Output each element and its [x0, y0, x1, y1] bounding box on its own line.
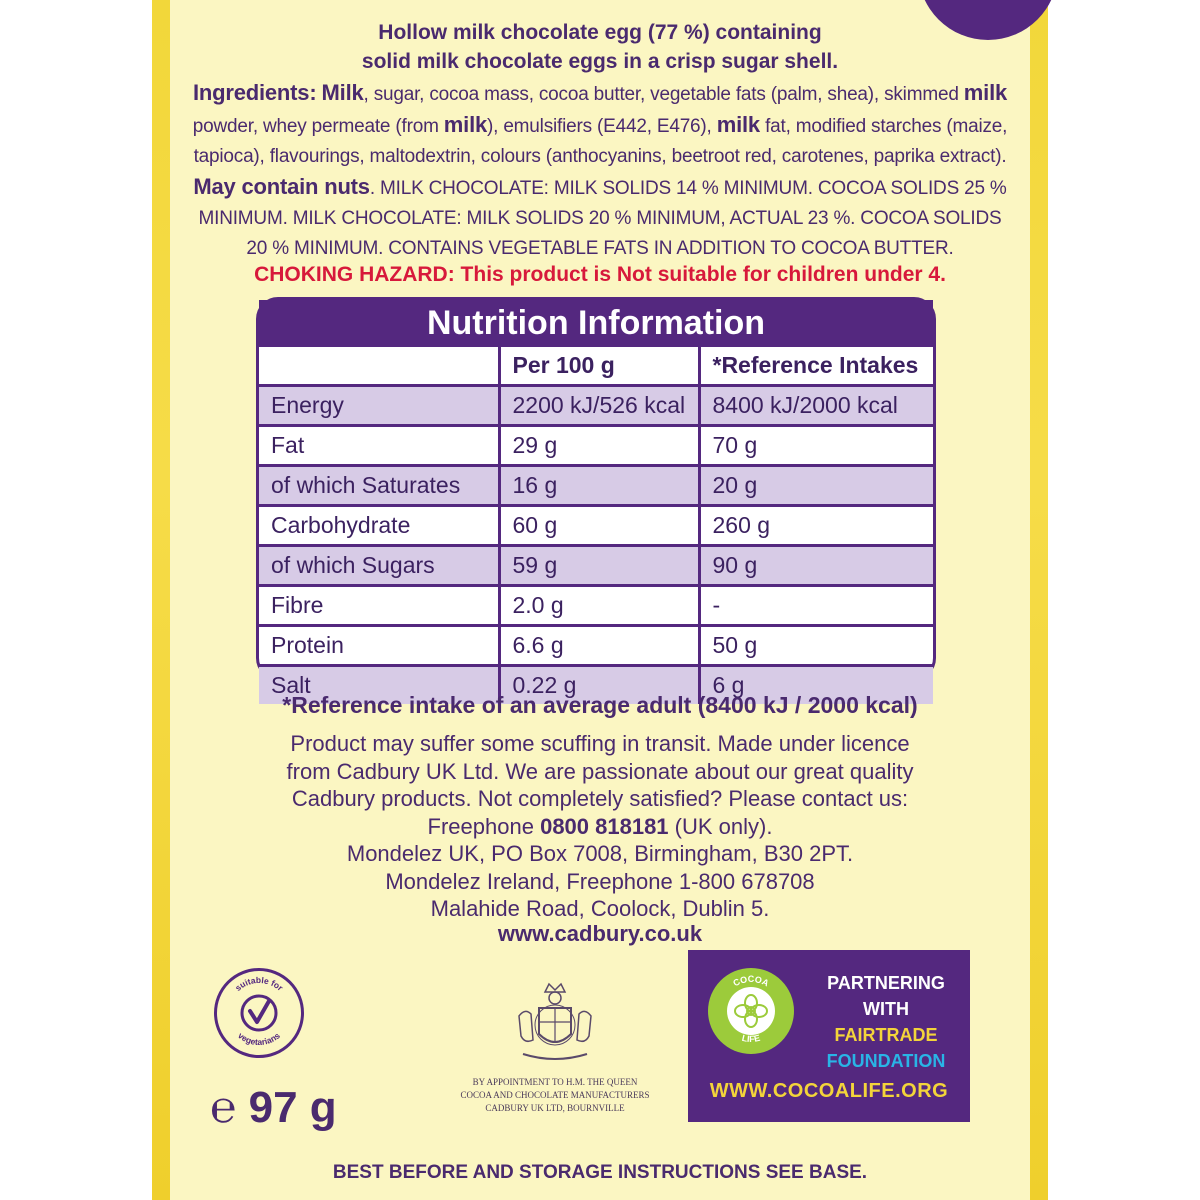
freephone-number: 0800 818181	[540, 813, 669, 839]
partnership-text	[810, 970, 962, 1074]
nutrient-per-100g: 29 g	[499, 426, 699, 466]
royal-warrant	[440, 978, 670, 1114]
foundation-label: FOUNDATION	[826, 1051, 946, 1071]
ingredients-part-4: fat, modified starches (maize, tapioca), flavourings, maltodextrin, colours (anthocyanins, beetroot red, carotenes, paprika extract).	[193, 116, 1008, 167]
nutrition-title: Nutrition Information	[259, 300, 933, 347]
nutrition-row-sugars	[259, 546, 933, 586]
contact-line-1: Product may suffer some scuffing in transit. Made under licence	[290, 731, 910, 756]
warrant-line-1: BY APPOINTMENT TO H.M. THE QUEEN	[472, 1077, 638, 1087]
nutrient-name: Salt	[259, 666, 499, 705]
net-weight: ℮ 97 g	[210, 1083, 337, 1132]
nutrient-name: Fat	[259, 426, 499, 466]
nutrient-reference-intake: 20 g	[699, 466, 933, 506]
svg-text:vegetarians: vegetarians	[236, 1030, 282, 1048]
svg-text:COCOA: COCOA	[731, 974, 771, 989]
choking-hazard-warning: CHOKING HAZARD: This product is Not suitable for children under 4.	[254, 263, 946, 286]
nutrition-row-carbohydrate	[259, 506, 933, 546]
label-panel	[170, 0, 1030, 1200]
nutrition-row-protein	[259, 626, 933, 666]
with-label: WITH	[863, 999, 909, 1019]
description-line-2: solid milk chocolate eggs in a crisp sugar shell.	[361, 50, 839, 73]
nutrient-name: Protein	[259, 626, 499, 666]
reference-intake-footnote: *Reference intake of an average adult (8400 kJ / 2000 kcal)	[282, 692, 918, 718]
ingredients-part-3: ), emulsifiers (E442, E476),	[487, 116, 712, 137]
nutrition-row-saturates	[259, 466, 933, 506]
right-yellow-strip	[1030, 0, 1048, 1200]
ireland-contact: Mondelez Ireland, Freephone 1-800 678708	[385, 868, 815, 894]
vegetarian-check-icon	[217, 971, 301, 1055]
nutrient-per-100g: 2.0 g	[499, 586, 699, 626]
nutrient-name: Fibre	[259, 586, 499, 626]
nutrition-row-fat	[259, 426, 933, 466]
nutrient-per-100g: 2200 kJ/526 kcal	[499, 386, 699, 426]
best-before-note: BEST BEFORE AND STORAGE INSTRUCTIONS SEE BASE.	[332, 1162, 868, 1183]
svg-text:suitable for: suitable for	[233, 974, 286, 993]
cocoa-life-url[interactable]: WWW.COCOALIFE.ORG	[709, 1080, 949, 1102]
nutrition-grid	[259, 347, 933, 704]
freephone-line	[180, 813, 1020, 841]
allergen-milk: Milk	[321, 80, 364, 105]
vegetarian-badge	[214, 968, 304, 1058]
cocoa-life-flower-icon	[708, 968, 794, 1054]
ingredients-part-1: , sugar, cocoa mass, cocoa butter, vegetable fats (palm, shea), skimmed	[363, 84, 959, 105]
warrant-line-3: CADBURY UK LTD, BOURNVILLE	[485, 1103, 625, 1113]
reference-intakes-header: *Reference Intakes	[699, 347, 933, 386]
per-100g-header: Per 100 g	[499, 347, 699, 386]
nutrient-reference-intake: 6 g	[699, 666, 933, 705]
partnering-label: PARTNERING	[827, 973, 945, 993]
nutrient-per-100g: 16 g	[499, 466, 699, 506]
product-description	[180, 18, 1020, 76]
nutrient-column-header	[259, 347, 499, 386]
warrant-line-2: COCOA AND CHOCOLATE MANUFACTURERS	[460, 1090, 650, 1100]
freephone-note: (UK only).	[674, 813, 773, 839]
ingredients-part-5: . MILK CHOCOLATE: MILK SOLIDS 14 % MINIMUM. COCOA SOLIDS 25 % MINIMUM. MILK CHOCOLATE: MILK SOLIDS 20 % MINIMUM, ACTUAL 23 %. COCOA SOLIDS 20 % MINIMUM. CONTAINS VEGETABLE FATS IN ADDITION TO COCOA BUTTER.	[198, 178, 1007, 259]
left-yellow-strip	[152, 0, 170, 1200]
nutrient-per-100g: 60 g	[499, 506, 699, 546]
contact-line-2: from Cadbury UK Ltd. We are passionate about our great quality	[286, 758, 914, 784]
nutrient-reference-intake: 8400 kJ/2000 kcal	[699, 386, 933, 426]
nutrient-reference-intake: 260 g	[699, 506, 933, 546]
nutrition-row-energy	[259, 386, 933, 426]
fairtrade-label: FAIRTRADE	[834, 1025, 938, 1045]
nutrient-name: of which Sugars	[259, 546, 499, 586]
nutrient-per-100g: 0.22 g	[499, 666, 699, 705]
ingredients-part-2: powder, whey permeate (from	[192, 116, 439, 137]
uk-address: Mondelez UK, PO Box 7008, Birmingham, B30 2PT.	[346, 841, 854, 866]
nutrient-reference-intake: 50 g	[699, 626, 933, 666]
nutrient-reference-intake: -	[699, 586, 933, 626]
ingredients-label: Ingredients:	[192, 80, 317, 105]
allergen-milk: milk	[716, 112, 760, 137]
nutrient-name: of which Saturates	[259, 466, 499, 506]
nutrient-reference-intake: 90 g	[699, 546, 933, 586]
contact-line-3: Cadbury products. Not completely satisfied? Please contact us:	[291, 786, 909, 811]
may-contain-nuts: May contain nuts	[193, 174, 370, 199]
nutrition-header-row	[259, 347, 933, 386]
allergen-milk: milk	[443, 112, 488, 137]
allergen-milk: milk	[963, 80, 1008, 105]
nutrition-row-fibre	[259, 586, 933, 626]
cocoa-life-logo	[708, 968, 794, 1054]
nutrient-name: Energy	[259, 386, 499, 426]
nutrient-per-100g: 59 g	[499, 546, 699, 586]
ingredients-text	[186, 78, 1014, 264]
nutrient-reference-intake: 70 g	[699, 426, 933, 466]
ireland-address: Malahide Road, Coolock, Dublin 5.	[430, 896, 770, 921]
freephone-label: Freephone	[427, 813, 534, 839]
nutrition-information-table	[256, 297, 936, 698]
description-line-1: Hollow milk chocolate egg (77 %) containing	[378, 21, 822, 44]
nutrient-name: Carbohydrate	[259, 506, 499, 546]
svg-text:LIFE: LIFE	[740, 1032, 762, 1045]
nutrient-per-100g: 6.6 g	[499, 626, 699, 666]
website-link[interactable]: www.cadbury.co.uk	[497, 921, 703, 946]
cocoa-life-fairtrade-badge	[688, 950, 970, 1122]
contact-information	[180, 730, 1020, 923]
royal-coat-of-arms-icon	[505, 978, 605, 1070]
